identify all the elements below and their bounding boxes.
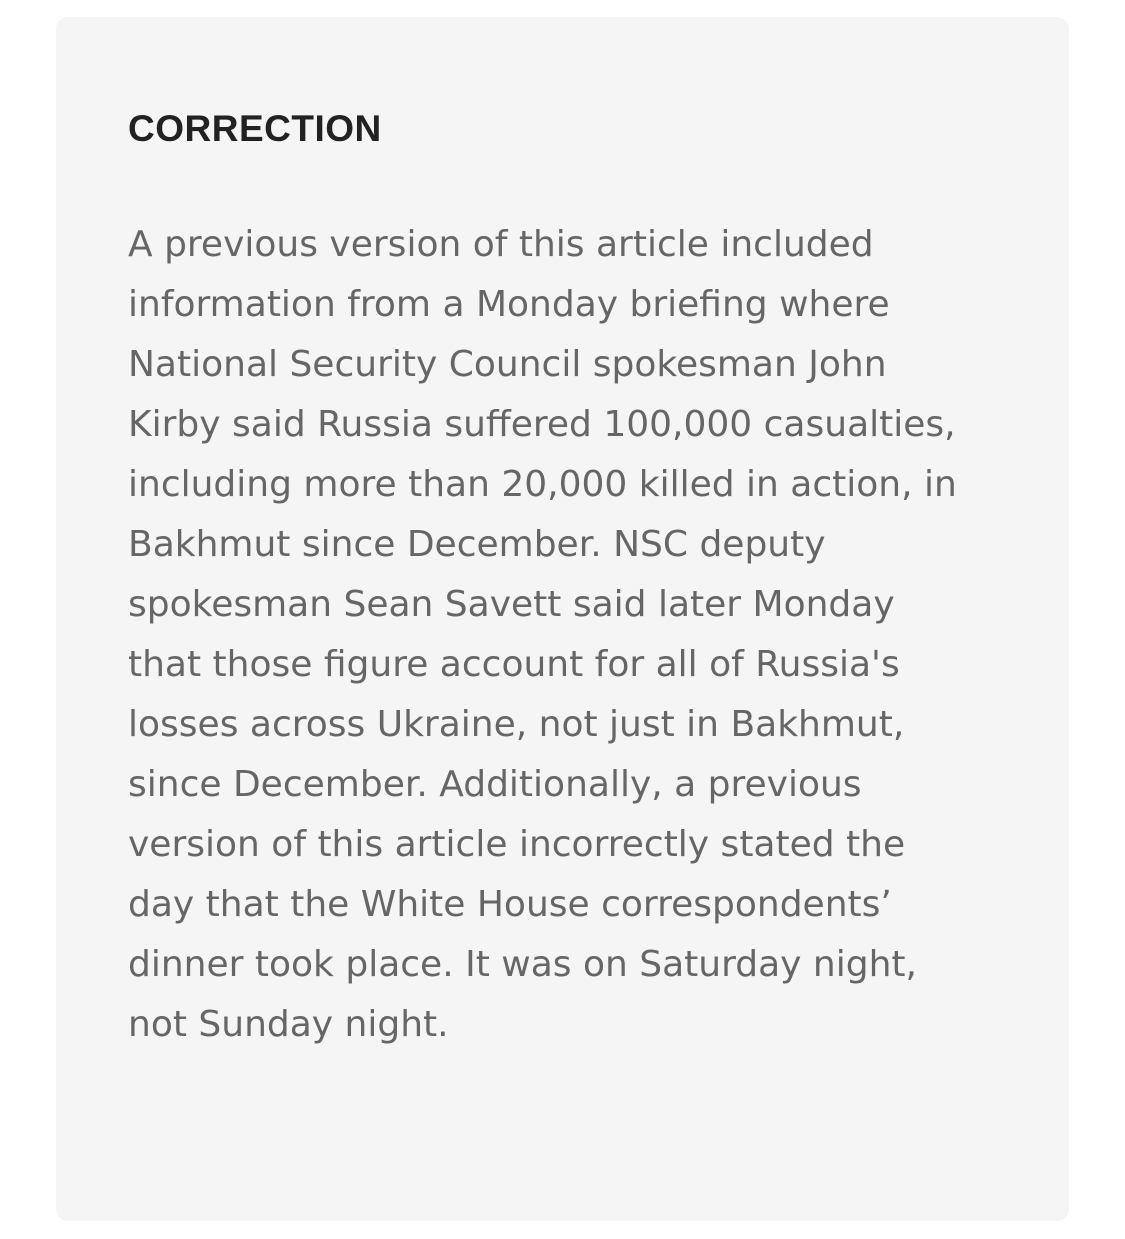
correction-body-text: A previous version of this article included information from a Monday briefing where National Security Council spokesman John Kirby said Russia suffered 100,000 casualties, including more than 20,000 killed in action, in Bakhmut since December. NSC deputy spokesman Sean Savett said later Monday that those figure account for all of Russia's losses across Ukraine, not just in Bakhmut, since December. Additionally, a previous version of this article incorrectly stated the day that the White House correspondents’ dinner took place. It was on Saturday night, not Sunday night. xyxy=(128,224,957,1045)
correction-box xyxy=(56,17,1069,1221)
correction-heading: CORRECTION xyxy=(128,108,382,149)
